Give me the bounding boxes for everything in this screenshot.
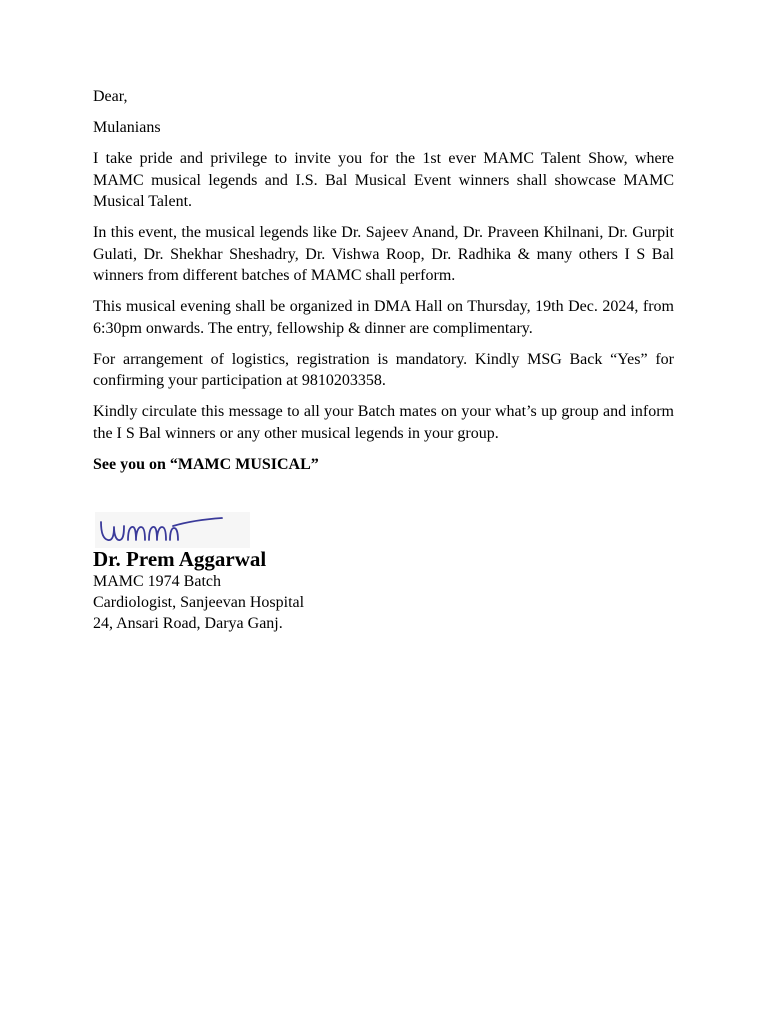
closing-line: See you on “MAMC MUSICAL” [93, 455, 319, 473]
handwritten-signature [95, 512, 250, 548]
paragraph-registration: For arrangement of logistics, registration is mandatory. Kindly MSG Back “Yes” for confirming your participation at 9810203358. [93, 350, 674, 389]
signature-block [93, 512, 493, 634]
paragraph-venue: This musical evening shall be organized in DMA Hall on Thursday, 19th Dec. 2024, from 6:30pm onwards. The entry, fellowship & dinner are complimentary. [93, 298, 674, 337]
signatory-batch: MAMC 1974 Batch [93, 573, 221, 590]
signatory-role: Cardiologist, Sanjeevan Hospital [93, 594, 305, 611]
paragraph-invitation: I take pride and privilege to invite you for the 1st ever MAMC Talent Show, where MAMC musical legends and I.S. Bal Musical Event winners shall showcase MAMC Musical Talent. [93, 150, 674, 210]
paragraph-circulate: Kindly circulate this message to all your Batch mates on your what’s up group and inform the I S Bal winners or any other musical legends in your group. [93, 403, 674, 442]
letter-body [93, 86, 674, 475]
signatory-name: Dr. Prem Aggarwal [93, 547, 267, 571]
addressee: Mulanians [93, 119, 161, 136]
signatory-address: 24, Ansari Road, Darya Ganj. [93, 615, 283, 632]
salutation: Dear, [93, 88, 128, 105]
paragraph-performers: In this event, the musical legends like Dr. Sajeev Anand, Dr. Praveen Khilnani, Dr. Gurpit Gulati, Dr. Shekhar Sheshadry, Dr. Vishwa Roop, Dr. Radhika & many others I S Bal winners from different batches of MAMC shall perform. [93, 224, 674, 284]
